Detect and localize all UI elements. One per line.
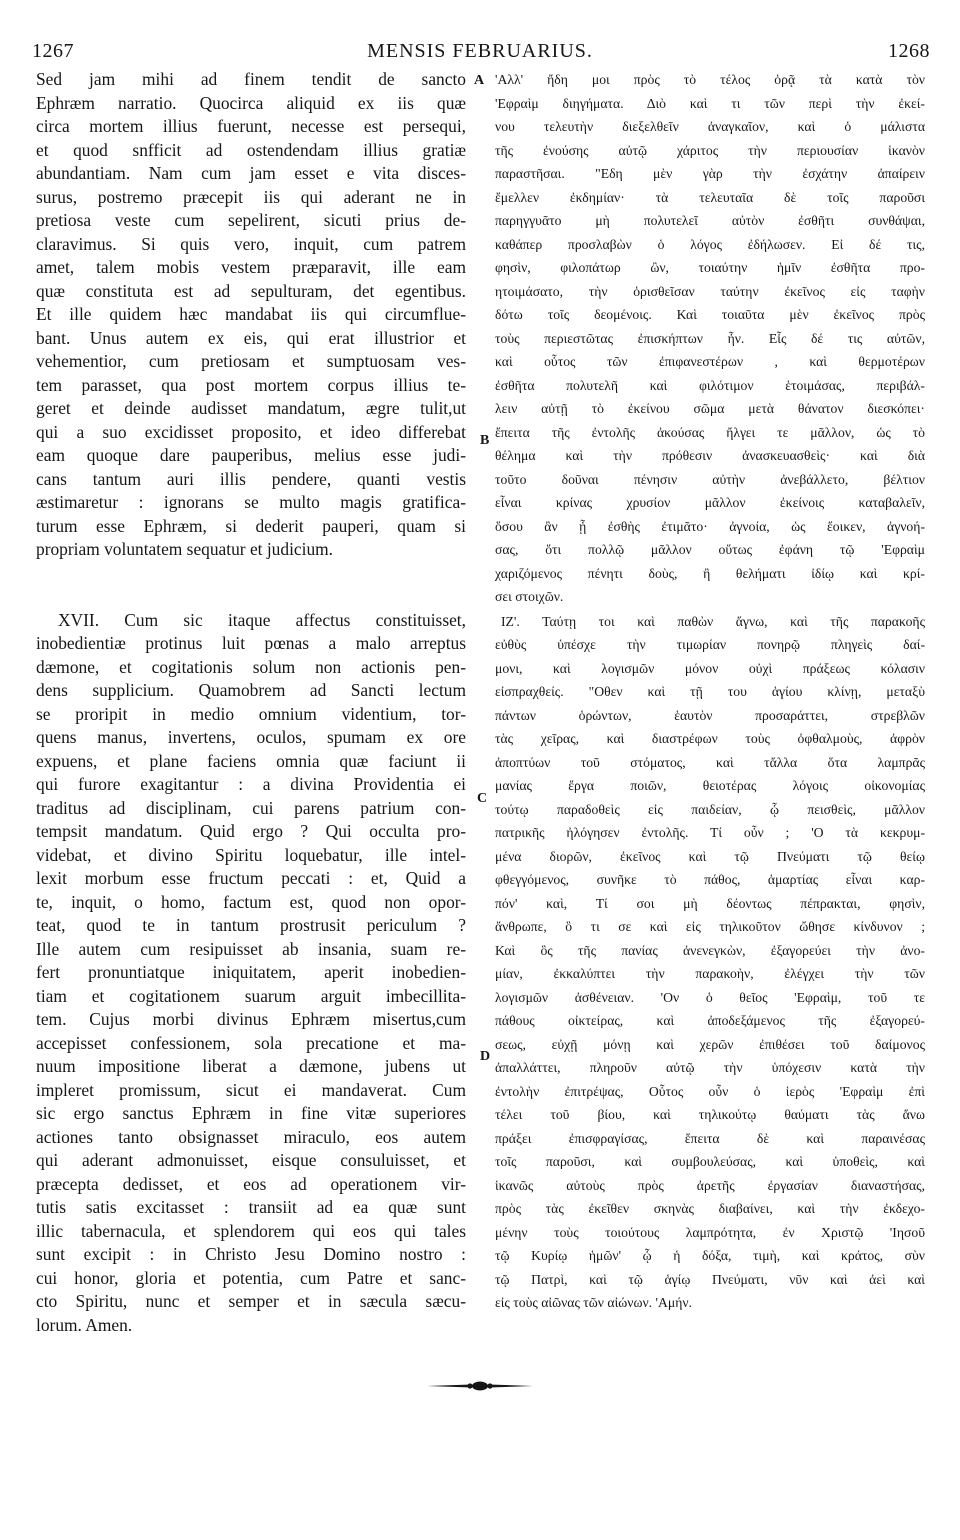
text-line: dens supplicium. Quamobrem ad Sancti lectum	[36, 680, 466, 700]
text-line: tem. Cujus morbi divinus Ephræm misertus,cum	[36, 1009, 466, 1029]
text-line: cui honor, gloria et potentia, cum Patre et sanc-	[36, 1267, 466, 1288]
text-line: ἄνθρωπε, ὃ τι σε καὶ εἰς τηλικοῦτον ὤθησε κίνδυνον ;	[495, 919, 925, 934]
text-line: τούτῳ παραδοθεὶς εἰς παιδείαν, ᾧ πεισθεὶς, μᾶλλον	[495, 801, 925, 817]
text-line: παραστῆσαι. "Εδη μὲν γὰρ τὴν ἐσχάτην ἀπαίρειν	[495, 166, 925, 181]
text-line: σας, ὅτι πολλῷ μᾶλλον οὕτως ἐφάνη τῷ 'Εφραὶμ	[495, 542, 925, 557]
text-line: δότω τοῖς δεομένοις. Καὶ τοιαῦτα μὲν ἐκεῖνος πρὸς	[495, 307, 925, 322]
text-line: claravimus. Si quis vero, inquit, cum patrem	[36, 233, 466, 254]
text-line: circa mortem illius fuerunt, necesse est persequi,	[36, 116, 466, 136]
text-line: λογισμῶν ἀσθένειαν. 'Ον ὁ θεῖος 'Εφραὶμ, τοῦ τε	[495, 989, 925, 1005]
text-line: φησὶν, φιλοπάτωρ ὢν, τοιαύτην ἡμῖν ἐσθῆτα προ-	[495, 260, 925, 275]
text-line: quens manus, invertens, oculos, spumam ex ore	[36, 727, 466, 747]
margin-letter-d: D	[480, 1049, 491, 1064]
text-line: μένην τοὺς τοιούτους λαμπρότητα, ἐν Χριστῷ 'Ιησοῦ	[495, 1224, 925, 1240]
text-line: cans tantum auri illis pendere, quanti vestis	[36, 468, 466, 489]
latin-paragraph	[36, 609, 466, 1338]
text-line: pretiosa veste cum sepelirent, sicuti prius de-	[36, 210, 466, 230]
text-line: ητοιμάσατο, τὴν ὁρισθεῖσαν ταύτην ἐκεῖνος εἰς ταφὴν	[495, 283, 925, 299]
text-line: 'Αλλ' ἤδη μοι πρὸς τὸ τέλος ὁρᾷ τὰ κατὰ τὸν	[495, 72, 925, 87]
text-line: lexit morbum esse fructum peccati : et, Quid a	[36, 868, 466, 888]
text-line: Et ille quidem hæc mandabat iis qui circumflue-	[36, 304, 466, 324]
page-number-left: 1267	[32, 40, 74, 62]
margin-letter-a: A	[474, 73, 485, 88]
text-line: surus, postremo præcepit iis qui aderant ne in	[36, 186, 466, 207]
text-line: tempsit mandatum. Quid ergo ? Qui occulta pro-	[36, 821, 466, 841]
text-line: τῆς ἐνούσης αὐτῷ χάριτος τὴν περιουσίαν ἱκανὸν	[495, 142, 925, 158]
text-line: illic tabernacula, et splendorem qui eos qui tales	[36, 1220, 466, 1241]
text-line: inobedientiæ protinus luit pœnas a malo arreptus	[36, 633, 466, 653]
text-line: τὰς χεῖρας, καὶ διαστρέφων τοὺς ὀφθαλμοὺς, ἀφρὸν	[495, 731, 925, 746]
text-line: θέλημα καὶ τὴν πρόθεσιν ἀνασκευασθεὶς· καὶ διὰ	[495, 448, 925, 463]
text-line: geret et deinde audisset mandatum, ægre tulit,ut	[36, 398, 466, 418]
running-title: MENSIS FEBRUARIUS.	[367, 40, 593, 62]
text-line: expuens, et plane faciens omnia quæ faciunt ii	[36, 750, 466, 771]
text-line: πάθους οἰκτείρας, καὶ ἀποδεξάμενος τῆς ἐξαγορεύ-	[495, 1013, 925, 1028]
text-line: et quod snfficit ad ostendendam illius gratiæ	[36, 139, 466, 160]
text-line: μανίας ἔργα ποιῶν, θειοτέρας λόγοις οἰκονομίας	[495, 778, 925, 793]
text-line: teat, quod te in tantum prostrusit periculum ?	[36, 915, 466, 935]
text-line: qui a suo excidisset proposito, et ideo differebat	[36, 421, 466, 442]
text-line: εἶναι κρίνας χρυσίον μᾶλλον ἐκείνοις καταβαλεῖν,	[495, 495, 925, 510]
text-line: cto Spiritu, nunc et semper et in sæcula sæcu-	[36, 1291, 466, 1311]
text-line: Ephræm narratio. Quocirca aliquid ex iis quæ	[36, 92, 466, 113]
text-line: νου τελευτὴν διεξελθεῖν ἀναγκαῖον, καὶ ὁ μάλιστα	[495, 119, 925, 134]
greek-column	[495, 68, 925, 1315]
text-line: vehementior, cum pretiosam et sumptuosam ves-	[36, 351, 466, 371]
text-line: tutis satis excitasset : transiit ad ea quæ sunt	[36, 1197, 466, 1217]
text-line: σει στοιχῶν.	[495, 589, 564, 604]
text-line: χαριζόμενος πένητι δοὺς, ἢ θελήματι ἰδίῳ καὶ κρί-	[495, 565, 925, 581]
text-line: æstimaretur : ignorans se multo magis gratifica-	[36, 492, 466, 512]
end-ornament	[425, 1379, 535, 1398]
text-line: Sed jam mihi ad finem tendit de sancto	[36, 69, 466, 89]
text-line: turum esse Ephræm, si dederit pauperi, quam si	[36, 515, 466, 536]
text-line: bant. Unus autem ex eis, qui erat illustrior et	[36, 327, 466, 348]
text-line: sic ergo sanctus Ephræm in fine vitæ superiores	[36, 1103, 466, 1123]
text-line: tiam et cogitationem suarum arguit imbecillita-	[36, 985, 466, 1006]
text-line: 'Εφραὶμ διηγήματα. Διὸ καὶ τι τῶν περὶ τὴν ἐκεί-	[495, 95, 925, 111]
text-line: præcepta dedisset, et eos ad operationem vir-	[36, 1173, 466, 1194]
text-line: ἔμελλεν ἐκδημίαν· τὰ τελευταῖα δὲ τοῖς παροῦσι	[495, 189, 925, 205]
margin-letter-b: B	[480, 433, 490, 448]
text-line: tem parasset, qua post mortem corpus illius te-	[36, 374, 466, 395]
text-line: dæmone, et cogitationis solum non actionis pen-	[36, 656, 466, 677]
text-line: ἔπειτα τῆς ἐντολῆς ἀκούσας ἤλγει τε μᾶλλον, ὡς τὸ	[495, 424, 925, 440]
text-line: εὐθὺς ὑπέσχε τὴν τιμωρίαν πονηρῷ πληγεὶς δαί-	[495, 637, 925, 652]
text-line: πάντων ὁρώντων, ἑαυτὸν προσαράττει, στρεβλῶν	[495, 707, 925, 723]
text-line: πόν' καὶ, Τί σοι μὴ δέοντως πέπρακται, φησὶν,	[495, 895, 925, 911]
text-line: ἐντολὴν ἐπιτρέψας, Οὗτος οὖν ὁ ἱερὸς 'Εφραὶμ ἐπὶ	[495, 1083, 925, 1099]
text-line: φθεγγόμενος, συνῆκε τὸ πάθος, ἁμαρτίας εἶναι καρ-	[495, 872, 925, 887]
latin-paragraph	[36, 68, 466, 562]
paragraph-gap	[36, 562, 466, 609]
text-line: sunt excipit : in Christo Jesu Domino nostro :	[36, 1244, 466, 1264]
text-line: λειν αὐτῇ τὸ ἐκείνου σῶμα μετὰ θάνατον διεσκόπει·	[495, 401, 925, 416]
text-line: lorum. Amen.	[36, 1314, 133, 1335]
page-number-right: 1268	[888, 40, 930, 62]
text-line: XVII. Cum sic itaque affectus constituisset,	[58, 609, 466, 630]
text-line: qui furore exagitantur : a divina Providentia ei	[36, 774, 466, 794]
text-line: τοῦτο δοῦναι πένησιν αὐτὴν ἀνεβάλλετο, βέλτιον	[495, 471, 925, 487]
text-line: accepisset confessionem, sola precatione et ma-	[36, 1032, 466, 1053]
margin-letter-c: C	[477, 791, 488, 806]
text-line: ἀπαλλάττει, πληροῦν αὐτῷ τὴν ὑπόχεσιν κατὰ τὴν	[495, 1060, 925, 1075]
text-line: ΙΖ'. Ταύτῃ τοι καὶ παθὼν ἄγνω, καὶ τῆς παρακοῆς	[501, 613, 925, 629]
text-line: quæ constituta est ad sepulturam, det egentibus.	[36, 280, 466, 301]
page-header	[0, 0, 960, 60]
text-line: actiones tanto obsignasset miraculo, eos autem	[36, 1126, 466, 1147]
text-line: videbat, et divino Spiritu loquebatur, ille intel-	[36, 844, 466, 865]
text-line: impleret promissum, sicut ei mandaverat. Cum	[36, 1079, 466, 1100]
text-line: ἀποπτύων τοῦ στόματος, καὶ τἄλλα ὅτα λαμπρᾶς	[495, 754, 925, 770]
text-line: amet, talem mobis vestem præparavit, ille eam	[36, 257, 466, 277]
greek-paragraph	[495, 68, 925, 609]
text-line: τέλει τοῦ βίου, καὶ τηλικούτῳ θαύματι τὰς ἄνω	[495, 1107, 925, 1122]
text-line: τῷ Πατρὶ, καὶ τῷ ἁγίῳ Πνεύματι, νῦν καὶ ἀεὶ καὶ	[495, 1271, 925, 1287]
text-line: πρὸς τὰς ἐκεῖθεν σκηνὰς διαβαίνει, καὶ τὴν ἐκδεχο-	[495, 1201, 925, 1216]
text-line: Ille autem cum resipuisset ab insania, suam re-	[36, 938, 466, 959]
latin-column	[36, 68, 466, 1337]
text-line: πράξει ἐπισφραγίσας, ἔπειτα δὲ καὶ παραινέσας	[495, 1130, 925, 1146]
text-line: ἱκανῶς αὐτοὺς πρὸς ἀρετῆς ἐργασίαν διαναστήσας,	[495, 1177, 925, 1193]
text-line: eam quoque dare pauperibus, melius esse judi-	[36, 445, 466, 465]
text-line: se proripit in medio omnium videntium, tor-	[36, 703, 466, 724]
text-line: traditus ad disciplinam, cui parens patrium con-	[36, 797, 466, 818]
text-line: ὅσου ἂν ᾖ ἐσθὴς ἐτιμᾶτο· ἀγνοία, ὡς ἔοικεν, ἀγνοή-	[495, 518, 925, 534]
text-line: abundantiam. Nam cum jam esset e vita disces-	[36, 163, 466, 183]
text-line: μένα διορῶν, ἐκεῖνος καὶ τῷ Πνεύματι τῷ θείῳ	[495, 848, 925, 864]
text-line: παρηγγυᾶτο μὴ πολυτελεῖ αὐτὸν ἐσθῆτι συνθάψαι,	[495, 213, 925, 228]
text-line: ἐσθῆτα πολυτελῆ καὶ φιλότιμον ἑτοιμάσας, περιβάλ-	[495, 377, 925, 393]
text-line: τοῖς παροῦσι, καὶ συμβουλεύσας, καὶ ὑποθεὶς, καὶ	[495, 1154, 925, 1169]
greek-paragraph	[495, 610, 925, 1315]
text-line: εἰς τοὺς αἰῶνας τῶν αἰώνων. 'Αμήν.	[495, 1295, 692, 1310]
text-line: τοὺς περιεστῶτας ἐπισκήπτων ἦν. Εἷς δέ τις αὐτῶν,	[495, 330, 925, 346]
text-line: Καὶ ὃς τῆς πανίας ἀνενεγκὼν, ἐξαγορεύει τὴν ἀνο-	[495, 942, 925, 958]
text-line: σεως, εὐχῇ μόνῃ καὶ χερῶν ἐπιθέσει τοῦ δαίμονος	[495, 1036, 925, 1052]
text-line: te, inquit, o homo, factum est, quod non opor-	[36, 891, 466, 912]
text-line: μονι, καὶ λογισμῶν μόνον οὐχὶ πράξεως κόλασιν	[495, 660, 925, 676]
text-line: μίαν, ἐκκαλύπτει τὴν παρακοὴν, ἐλέγχει τὴν τῶν	[495, 966, 925, 981]
text-line: εἰσπραχθείς. "Οθεν καὶ τῇ του ἁγίου κλίνῃ, μεταξὺ	[495, 684, 925, 699]
text-line: nuum impositione liberat a dæmone, jubens ut	[36, 1056, 466, 1076]
text-line: πατρικῆς ἠλόγησεν ἐντολῆς. Τί οὖν ; 'Ο τὰ κεκρυμ-	[495, 825, 925, 840]
text-line: propriam voluntatem sequatur et judicium.	[36, 539, 334, 559]
text-line: καθάπερ προσλαβὼν ὁ λόγος ἐδήλωσεν. Εἰ δέ τις,	[495, 236, 925, 252]
text-line: fert pronuntiatque iniquitatem, aperit inobedien-	[36, 962, 466, 982]
text-line: τῷ Κυρίῳ ἡμῶν' ᾧ ἡ δόξα, τιμὴ, καὶ κράτος, σὺν	[495, 1248, 925, 1263]
text-line: qui aderant admonuisset, eisque consuluisset, et	[36, 1150, 466, 1170]
text-line: καὶ οὗτος τῶν ἐπιφανεστέρων , καὶ θερμοτέρων	[495, 354, 925, 369]
